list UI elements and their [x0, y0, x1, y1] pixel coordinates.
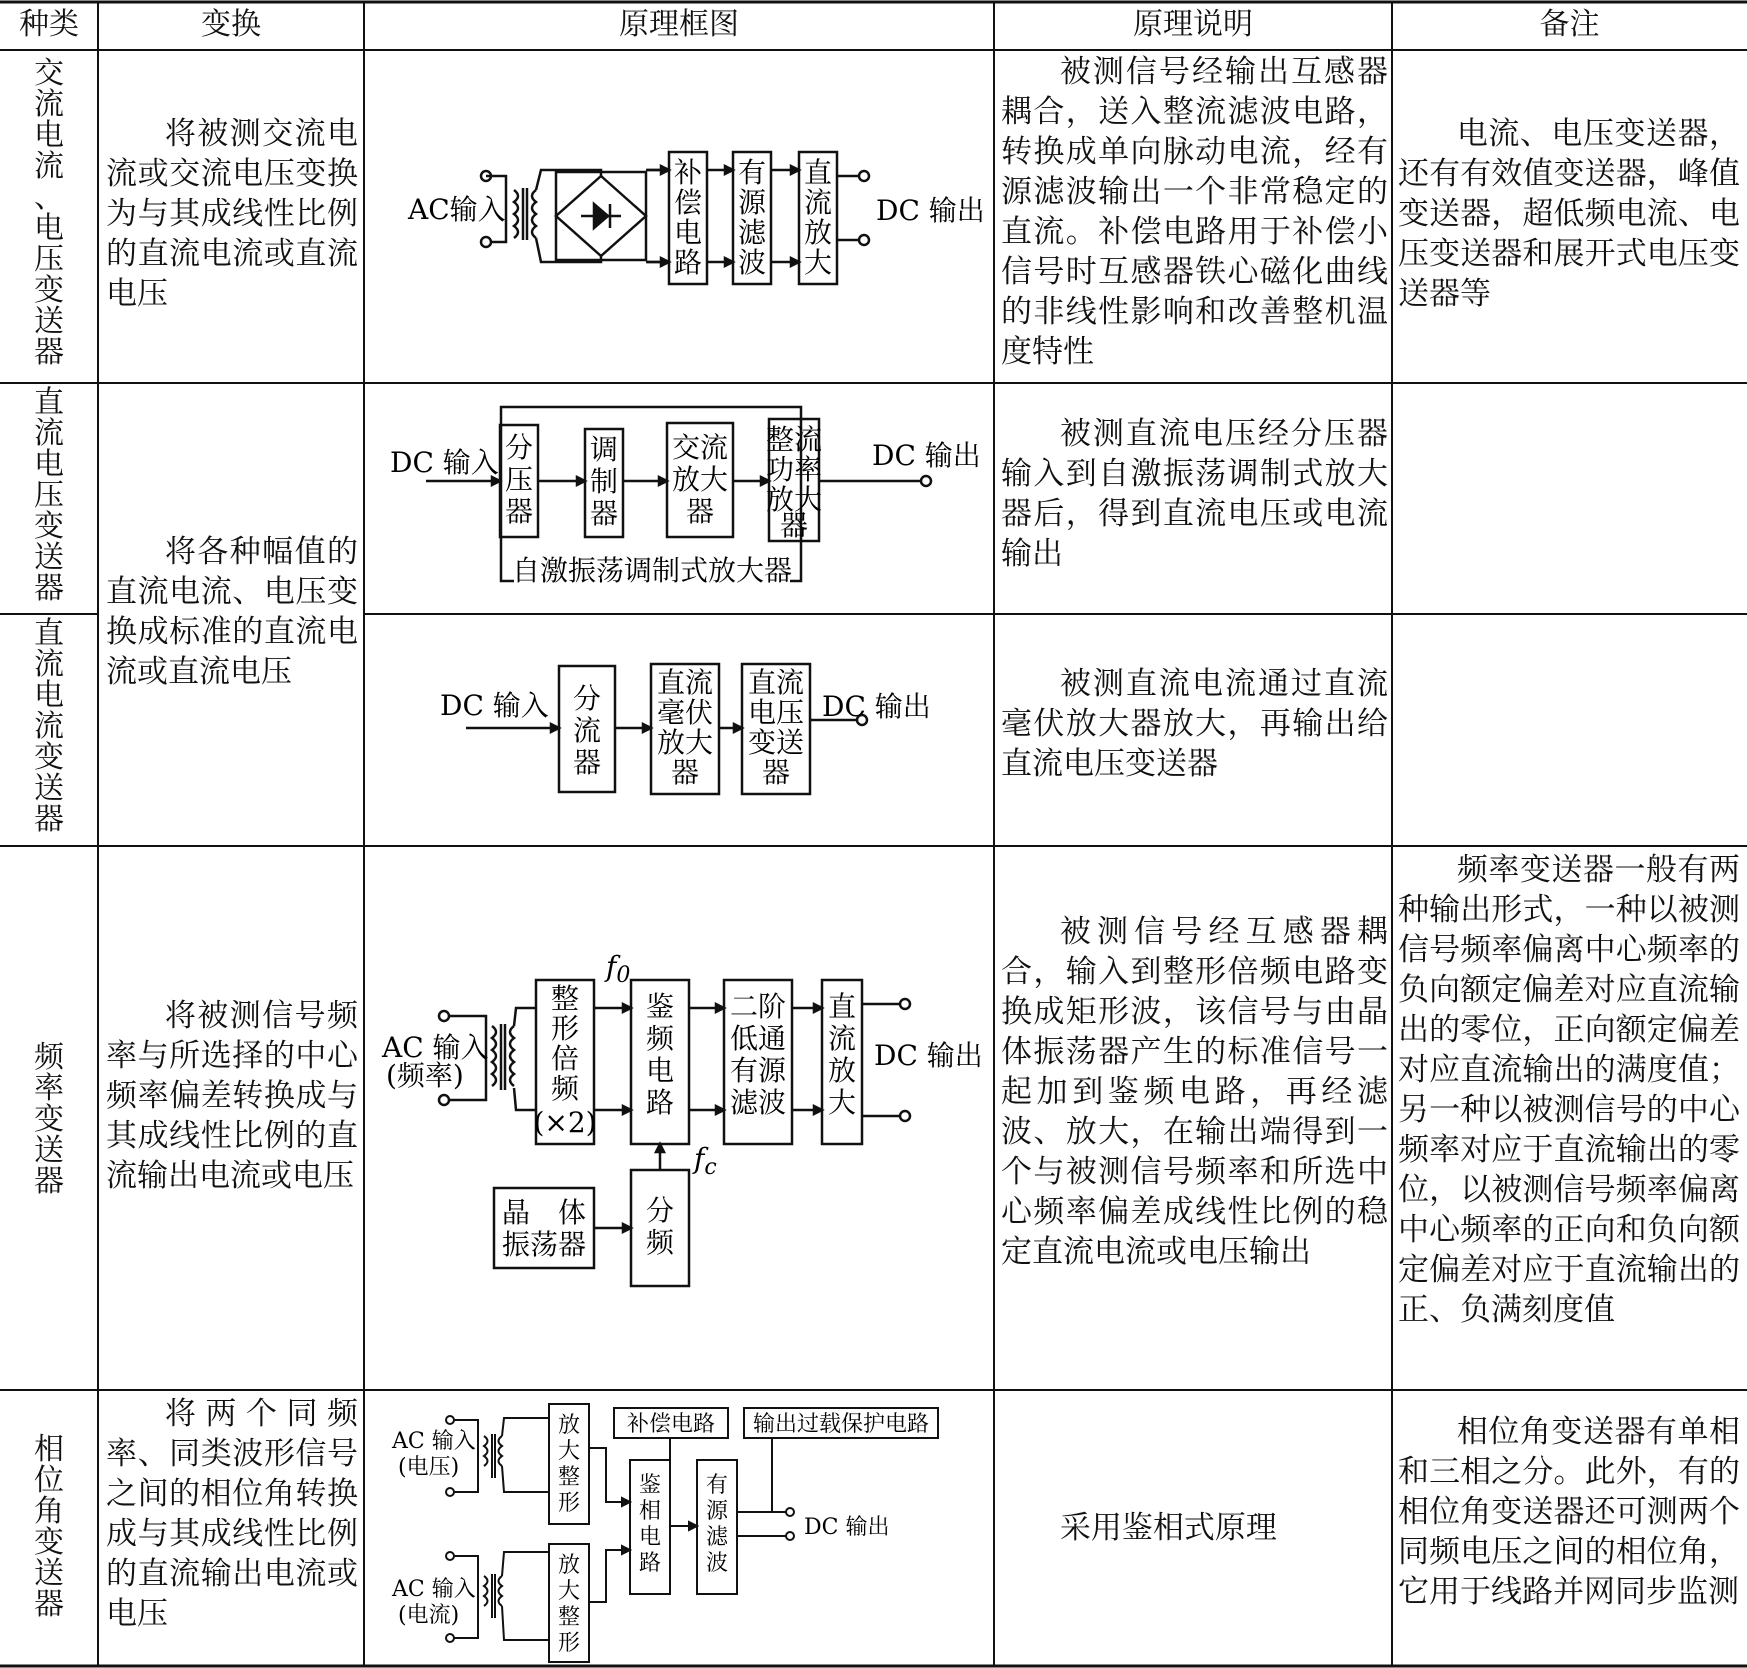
row1-transform: 将被测交流电流或交流电压变换为与其成线性比例的直流电流或直流电压: [106, 116, 358, 312]
row2-principle: 被测直流电压经分压器输入到自激振荡调制式放大器后，得到直流电压或电流输出: [1001, 416, 1388, 572]
row4-block-dc-amplifier: [828, 990, 856, 1119]
row3-block-dc-voltage-transmitter: [748, 666, 804, 789]
svg-text:有: 有: [737, 156, 767, 189]
svg-text:制: 制: [589, 465, 619, 498]
svg-text:放大: 放大: [671, 463, 729, 496]
svg-text:电: 电: [645, 1054, 675, 1087]
row4-transform: 将被测信号频率与所选择的中心频率偏差转换成与其成线性比例的直流输出电流或电压: [106, 998, 358, 1194]
svg-text:直流: 直流: [747, 666, 805, 699]
svg-text:流: 流: [827, 1022, 857, 1055]
row1-block-compensation: [674, 156, 702, 279]
row3-block-shunt: [573, 682, 601, 779]
svg-text:滤: 滤: [705, 1525, 729, 1550]
svg-text:(×2): (×2): [533, 1106, 597, 1139]
svg-text:器: 器: [761, 756, 791, 789]
svg-text:变送: 变送: [747, 726, 805, 759]
row4-f0-label: $f_0$: [606, 950, 631, 988]
row4-diagram: [366, 848, 992, 1388]
svg-text:放: 放: [827, 1054, 857, 1087]
svg-text:功率: 功率: [765, 453, 823, 486]
row5-output-label: DC 输出: [804, 1515, 890, 1540]
svg-text:电: 电: [638, 1525, 662, 1550]
row2-block-modulator: [590, 433, 618, 530]
svg-text:分: 分: [504, 431, 534, 464]
svg-text:放大: 放大: [765, 483, 823, 516]
svg-text:波: 波: [737, 246, 767, 279]
row5-input1-sublabel: (电压): [398, 1455, 460, 1480]
row3-diagram: [366, 616, 992, 844]
svg-text:直流: 直流: [656, 666, 714, 699]
row5-transform: 将两个同频率、同类波形信号之间的相位角转换成与其成线性比例的直流输出电流或电压: [106, 1396, 358, 1632]
svg-text:源: 源: [705, 1499, 729, 1524]
header-principle: 原理说明: [1133, 7, 1253, 42]
svg-text:形: 形: [557, 1491, 581, 1516]
row4-block-shaping-doubler: [533, 982, 596, 1139]
row3-block-mv-amplifier: [657, 666, 713, 789]
row2-block-divider: [505, 431, 533, 528]
svg-text:源: 源: [737, 186, 767, 219]
svg-text:大: 大: [827, 1086, 857, 1119]
svg-text:倍: 倍: [550, 1042, 580, 1075]
svg-text:大: 大: [557, 1439, 581, 1464]
row1-diagram: [366, 52, 992, 382]
row4-block-lowpass-filter: [730, 990, 787, 1119]
row4-block-discriminator: [646, 990, 675, 1119]
svg-text:滤波: 滤波: [729, 1086, 787, 1119]
svg-text:放: 放: [557, 1413, 581, 1438]
row2-block-ac-amplifier: [672, 431, 728, 528]
svg-text:偿: 偿: [673, 186, 703, 219]
row4-input-label: AC 输入: [382, 1031, 489, 1064]
svg-text:相: 相: [638, 1499, 662, 1524]
svg-text:放大: 放大: [656, 726, 714, 759]
row4-note: 频率变送器一般有两种输出形式，一种以被测信号频率偏离中心频率的负向额定偏差对应直流输出的零位，正向额定偏差对应直流输出的满度值；另一种以被测信号的中心频率对应于直流输出的零位，以被测信号频率偏离中心频率的正向和负向额定偏差对应于直流输出的正、负满刻度值: [1398, 852, 1740, 1328]
row4-fc-label: $f_c$: [694, 1142, 717, 1180]
row5-input2-sublabel: (电流): [398, 1603, 460, 1628]
row5-block-amp-shaper-1: [558, 1413, 580, 1516]
row2-output-label: DC 输出: [872, 439, 981, 472]
header-diagram: 原理框图: [619, 7, 739, 42]
svg-text:电: 电: [673, 216, 703, 249]
row2-diagram: [366, 385, 992, 613]
svg-text:器: 器: [572, 746, 602, 779]
svg-text:波: 波: [705, 1551, 729, 1576]
svg-text:大: 大: [557, 1579, 581, 1604]
svg-text:形: 形: [557, 1631, 581, 1656]
svg-text:毫伏: 毫伏: [656, 696, 714, 729]
svg-text:频: 频: [550, 1072, 580, 1105]
row5-block-compensation: 补偿电路: [626, 1412, 716, 1437]
header-note: 备注: [1539, 7, 1600, 42]
row4-type: 频 率 变 送 器: [34, 1040, 64, 1199]
row2-type: 直 流 电 压 变 送 器: [34, 385, 64, 606]
row4-input-sublabel: (频率): [386, 1059, 464, 1092]
svg-text:放: 放: [803, 216, 833, 249]
header-transform: 变换: [201, 7, 261, 42]
row4-block-divider: [646, 1194, 675, 1259]
svg-text:器: 器: [504, 495, 534, 528]
row2-block-rectifier-power-amp: [766, 423, 822, 542]
svg-text:器: 器: [685, 495, 715, 528]
svg-text:调: 调: [589, 433, 619, 466]
svg-text:整: 整: [557, 1605, 581, 1630]
row5-block-phase-detector: [639, 1473, 661, 1576]
row2-group-label: 自激振荡调制式放大器: [511, 554, 793, 587]
svg-text:晶 体: 晶 体: [501, 1196, 587, 1229]
svg-text:整: 整: [557, 1465, 581, 1490]
svg-text:有源: 有源: [729, 1054, 787, 1087]
svg-text:电压: 电压: [747, 696, 805, 729]
svg-text:交流: 交流: [671, 431, 729, 464]
svg-text:路: 路: [645, 1086, 675, 1119]
svg-text:有: 有: [705, 1473, 729, 1498]
svg-text:流: 流: [572, 714, 602, 747]
svg-text:滤: 滤: [737, 216, 767, 249]
svg-text:鉴: 鉴: [645, 990, 675, 1023]
row5-diagram: [366, 1392, 992, 1664]
svg-text:补: 补: [673, 156, 703, 189]
svg-text:流: 流: [803, 186, 833, 219]
svg-text:二阶: 二阶: [729, 990, 787, 1023]
svg-text:器: 器: [670, 756, 700, 789]
svg-text:鉴: 鉴: [638, 1473, 662, 1498]
svg-text:路: 路: [638, 1551, 662, 1576]
row4-block-crystal-oscillator: [502, 1196, 586, 1261]
svg-text:压: 压: [504, 463, 534, 496]
row1-block-dc-amplifier: [804, 156, 832, 279]
row3-input-label: DC 输入: [440, 689, 549, 722]
svg-text:频: 频: [645, 1022, 675, 1055]
svg-text:分: 分: [572, 682, 602, 715]
row3-principle: 被测直流电流通过直流毫伏放大器放大，再输出给直流电压变送器: [1001, 666, 1388, 782]
row3-type: 直 流 电 流 变 送 器: [34, 616, 64, 837]
row2-input-label: DC 输入: [390, 446, 499, 479]
svg-text:形: 形: [550, 1012, 580, 1045]
row3-output-label: DC 输出: [822, 690, 931, 723]
svg-text:分: 分: [645, 1194, 675, 1227]
svg-text:放: 放: [557, 1553, 581, 1578]
svg-text:路: 路: [673, 246, 703, 279]
row5-type: 相 位 角 变 送 器: [34, 1432, 64, 1622]
row1-note: 电流、电压变送器，还有有效值变送器，峰值变送器，超低频电流、电压变送器和展开式电压变送器等: [1398, 116, 1740, 312]
row5-block-overload-protection: 输出过载保护电路: [752, 1412, 930, 1437]
row5-principle: 采用鉴相式原理: [1059, 1510, 1277, 1546]
row5-input1-label: AC 输入: [392, 1429, 476, 1454]
row1-input-label: AC输入: [408, 193, 506, 226]
svg-text:大: 大: [803, 246, 833, 279]
svg-text:整流: 整流: [765, 423, 823, 456]
row5-note: 相位角变送器有单相和三相之分。此外，有的相位角变送器还可测两个同频电压之间的相位角，它用于线路并网同步监测: [1398, 1414, 1740, 1610]
svg-text:振荡器: 振荡器: [501, 1228, 587, 1261]
svg-text:器: 器: [779, 509, 809, 542]
svg-text:直: 直: [827, 990, 857, 1023]
svg-text:频: 频: [645, 1226, 675, 1259]
row1-block-active-filter: [738, 156, 767, 279]
row1-principle: 被测信号经输出互感器耦合，送入整流滤波电路，转换成单向脉动电流，经有源滤波输出一个非常稳定的直流。补偿电路用于补偿小信号时互感器铁心磁化曲线的非线性影响和改善整机温度特性: [1001, 54, 1388, 370]
row1-output-label: DC 输出: [876, 194, 985, 227]
row2-3-transform: 将各种幅值的直流电流、电压变换成标准的直流电流或直流电压: [106, 534, 358, 690]
row4-principle: 被测信号经互感器耦合，输入到整形倍频电路变换成矩形波，该信号与由晶体振荡器产生的标准信号一起加到鉴频电路，再经滤波、放大，在输出端得到一个与被测信号频率和所选中心频率偏差成线性比例的稳定直流电流或电压输出: [1001, 914, 1388, 1270]
svg-text:器: 器: [589, 497, 619, 530]
row4-output-label: DC 输出: [874, 1039, 983, 1072]
svg-text:直: 直: [803, 156, 833, 189]
row5-block-amp-shaper-2: [558, 1553, 580, 1656]
header-type: 种类: [19, 7, 79, 42]
svg-text:低通: 低通: [729, 1022, 787, 1055]
svg-text:整: 整: [550, 982, 580, 1015]
row5-input2-label: AC 输入: [392, 1577, 476, 1602]
row1-type: 交 流 电 流 、 电 压 变 送 器: [34, 56, 64, 370]
row5-block-active-filter: [706, 1473, 729, 1576]
